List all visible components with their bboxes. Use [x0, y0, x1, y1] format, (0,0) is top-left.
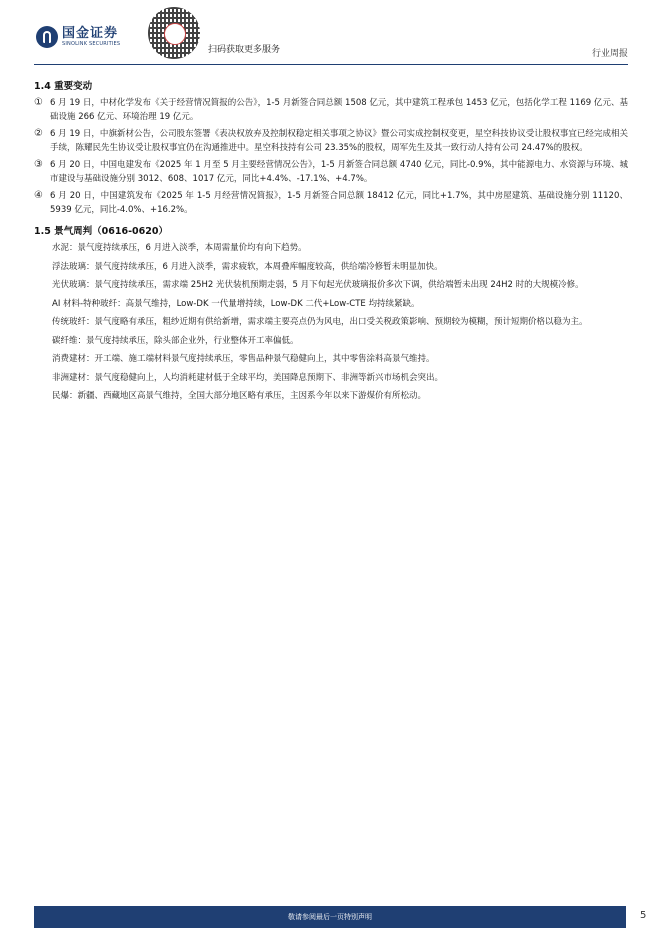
section-title-important-changes: 1.4 重要变动	[34, 81, 93, 92]
logo-name-cn: 国金证券	[62, 26, 119, 41]
sentiment-paragraph: AI 材料-特种玻纤：高景气维持，Low-DK 一代量增持续，Low-DK 二代+Low-CTE 均持续紧缺。	[52, 298, 420, 309]
company-logo	[36, 26, 120, 48]
item-text: 6 月 19 日，中材化学发布《关于经营情况简报的公告》，1-5 月新签合同总额 1508 亿元，其中建筑工程承包 1453 亿元，包括化学工程 1169 亿元、基础设施 266 亿元、环境治理 19 亿元。	[50, 98, 628, 122]
main-content	[34, 78, 628, 409]
sentiment-paragraph: 光伏玻璃：景气度持续承压，需求端 25H2 光伏装机预期走弱，5 月下旬起光伏玻璃报价多次下调，供给端暂未出现 24H2 时的大规模冷修。	[52, 280, 584, 290]
qr-center-logo	[164, 23, 186, 45]
item-text: 6 月 20 日，中国电建发布《2025 年 1 月至 5 月主要经营情况公告》，1-5 月新签合同总额 4740 亿元，同比-0.9%，其中能源电力、水资源与环境、城市建设与基础设施分别 3012、608、1017 亿元，同比+4.4%、-17.1%、+4.7%。	[50, 160, 628, 184]
sentiment-paragraph: 水泥：景气度持续承压，6 月进入淡季，本周需量价均有向下趋势。	[52, 243, 307, 253]
page-footer	[34, 906, 626, 928]
item-number: ②	[34, 128, 43, 139]
item-number: ④	[34, 190, 43, 201]
sentiment-paragraph: 消费建材：开工端、施工端材料景气度持续承压，零售品种景气稳健向上，其中零售涂料高景气维持。	[52, 354, 435, 364]
scan-prompt: 扫码获取更多服务	[208, 45, 281, 55]
item-number: ③	[34, 159, 43, 170]
item-text: 6 月 19 日，中旗新材公告，公司股东签署《表决权放弃及控制权稳定相关事项之协议》暨公司实成控制权变更，星空科技协议受让股权事宜已经完成相关手续，陈耀民先生协议受让股权事宜仍在沟通推进中。星空科技持有公司 23.35%的股权，周军先生及其一致行动人持有公司 24.47%的股权。	[50, 129, 628, 153]
sentiment-paragraph: 民爆：新疆、西藏地区高景气维持，全国大部分地区略有承压，主因系今年以来下游煤价有所松动。	[52, 391, 427, 401]
item-text: 6 月 20 日，中国建筑发布《2025 年 1-5 月经营情况简报》，1-5 月新签合同总额 18412 亿元，同比+1.7%，其中房屋建筑、基础设施分别 11120、5939 亿元，同比-4.0%、+16.2%。	[50, 191, 628, 215]
item-number: ①	[34, 97, 43, 108]
sentiment-paragraph: 碳纤维：景气度持续承压，除头部企业外，行业整体开工率偏低。	[52, 335, 299, 346]
list-item	[34, 128, 628, 155]
section-title-sentiment-weekly: 1.5 景气周判（0616-0620）	[34, 226, 168, 237]
list-item	[34, 97, 628, 124]
page-number: 5	[640, 910, 647, 921]
header-divider	[34, 64, 628, 65]
report-type: 行业周报	[591, 49, 628, 59]
list-item	[34, 190, 628, 217]
footer-disclaimer: 敬请参阅最后一页特别声明	[288, 913, 372, 921]
sentiment-paragraph: 传统玻纤：景气度略有承压，粗纱近期有供给新增，需求端主要亮点仍为风电，出口受关税政策影响、预期较为模糊，预计短期价格以稳为主。	[52, 317, 588, 327]
logo-name-en: SINOLINK SECURITIES	[62, 41, 121, 47]
sentiment-paragraph: 浮法玻璃：景气度持续承压，6 月进入淡季，需求疲软，本周叠库幅度较高，供给端冷修暂未明显加快。	[52, 261, 443, 272]
page-header	[0, 0, 662, 64]
sentiment-paragraph: 非洲建材：景气度稳健向上，人均消耗建材低于全球平均，美国降息预期下、非洲等新兴市场机会突出。	[52, 372, 444, 383]
list-item	[34, 159, 628, 186]
logo-mark-icon	[36, 26, 58, 48]
